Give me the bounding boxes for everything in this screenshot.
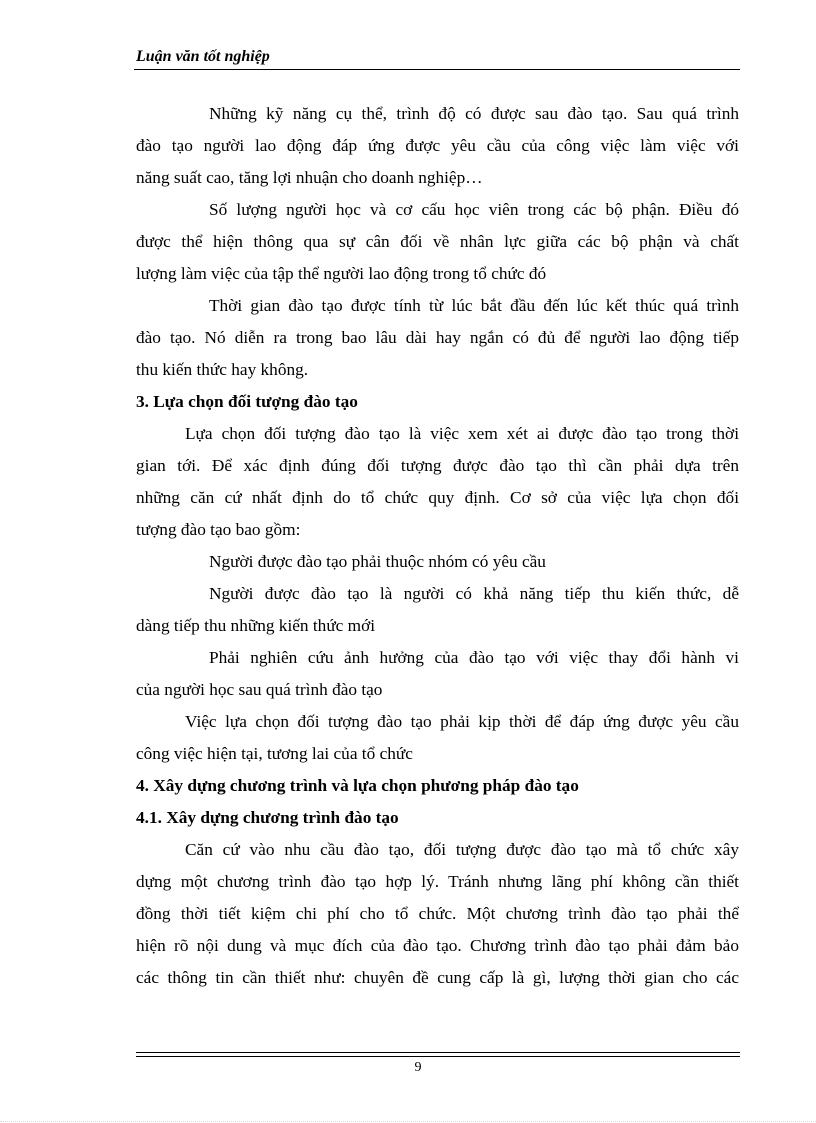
section-heading: 3. Lựa chọn đối tượng đào tạo	[136, 392, 358, 411]
text-line: dựng một chương trình đào tạo hợp lý. Tránh nhưng lãng phí không cần thiết	[136, 872, 739, 891]
text-line: gian tới. Để xác định đúng đối tượng được đào tạo thì cần phải dựa trên	[136, 456, 739, 475]
text-line: dàng tiếp thu những kiến thức mới	[136, 616, 376, 635]
page-edge-divider	[0, 1121, 816, 1122]
text-line: Phải nghiên cứu ảnh hưởng của đào tạo với việc thay đổi hành vi	[209, 648, 739, 667]
text-line: đồng thời tiết kiệm chi phí cho tổ chức. Một chương trình đào tạo phải thể	[136, 904, 739, 923]
text-line: Người được đào tạo phải thuộc nhóm có yêu cầu	[209, 552, 546, 571]
text-line: đào tạo. Nó diễn ra trong bao lâu dài hay ngắn có đủ để người lao động tiếp	[136, 328, 739, 347]
text-line: Số lượng người học và cơ cấu học viên trong các bộ phận. Điều đó	[209, 200, 739, 219]
text-line: được thể hiện thông qua sự cân đối về nhân lực giữa các bộ phận và chất	[136, 232, 739, 251]
header-rule	[134, 69, 740, 70]
page-number: 9	[414, 1060, 422, 1075]
text-line: Những kỹ năng cụ thể, trình độ có được sau đào tạo. Sau quá trình	[209, 104, 739, 123]
text-line: lượng làm việc của tập thể người lao động trong tổ chức đó	[136, 264, 547, 283]
text-line: của người học sau quá trình đào tạo	[136, 680, 383, 699]
subsection-heading: 4.1. Xây dựng chương trình đào tạo	[136, 808, 399, 827]
text-line: đào tạo người lao động đáp ứng được yêu cầu của công việc làm việc với	[136, 136, 739, 155]
text-line: Việc lựa chọn đối tượng đào tạo phải kịp thời để đáp ứng được yêu cầu	[185, 712, 739, 731]
text-line: công việc hiện tại, tương lai của tổ chức	[136, 744, 413, 763]
text-line: những căn cứ nhất định do tổ chức quy định. Cơ sở của việc lựa chọn đối	[136, 488, 739, 507]
text-line: hiện rõ nội dung và mục đích của đào tạo. Chương trình đào tạo phải đảm bảo	[136, 936, 739, 955]
text-line: các thông tin cần thiết như: chuyên đề cung cấp là gì, lượng thời gian cho các	[136, 968, 739, 987]
text-line: Lựa chọn đối tượng đào tạo là việc xem xét ai được đào tạo trong thời	[185, 424, 739, 443]
text-line: Căn cứ vào nhu cầu đào tạo, đối tượng được đào tạo mà tổ chức xây	[185, 840, 739, 859]
text-line: Thời gian đào tạo được tính từ lúc bắt đầu đến lúc kết thúc quá trình	[209, 296, 739, 315]
footer-rule	[136, 1052, 740, 1057]
text-line: Người được đào tạo là người có khả năng tiếp thu kiến thức, dễ	[209, 584, 739, 603]
text-line: thu kiến thức hay không.	[136, 360, 309, 379]
running-header-title: Luận văn tốt nghiệp	[136, 48, 270, 65]
text-line: tượng đào tạo bao gồm:	[136, 520, 301, 539]
text-line: năng suất cao, tăng lợi nhuận cho doanh nghiệp…	[136, 168, 483, 187]
section-heading: 4. Xây dựng chương trình và lựa chọn phương pháp đào tạo	[136, 776, 579, 795]
body-text	[136, 98, 739, 994]
